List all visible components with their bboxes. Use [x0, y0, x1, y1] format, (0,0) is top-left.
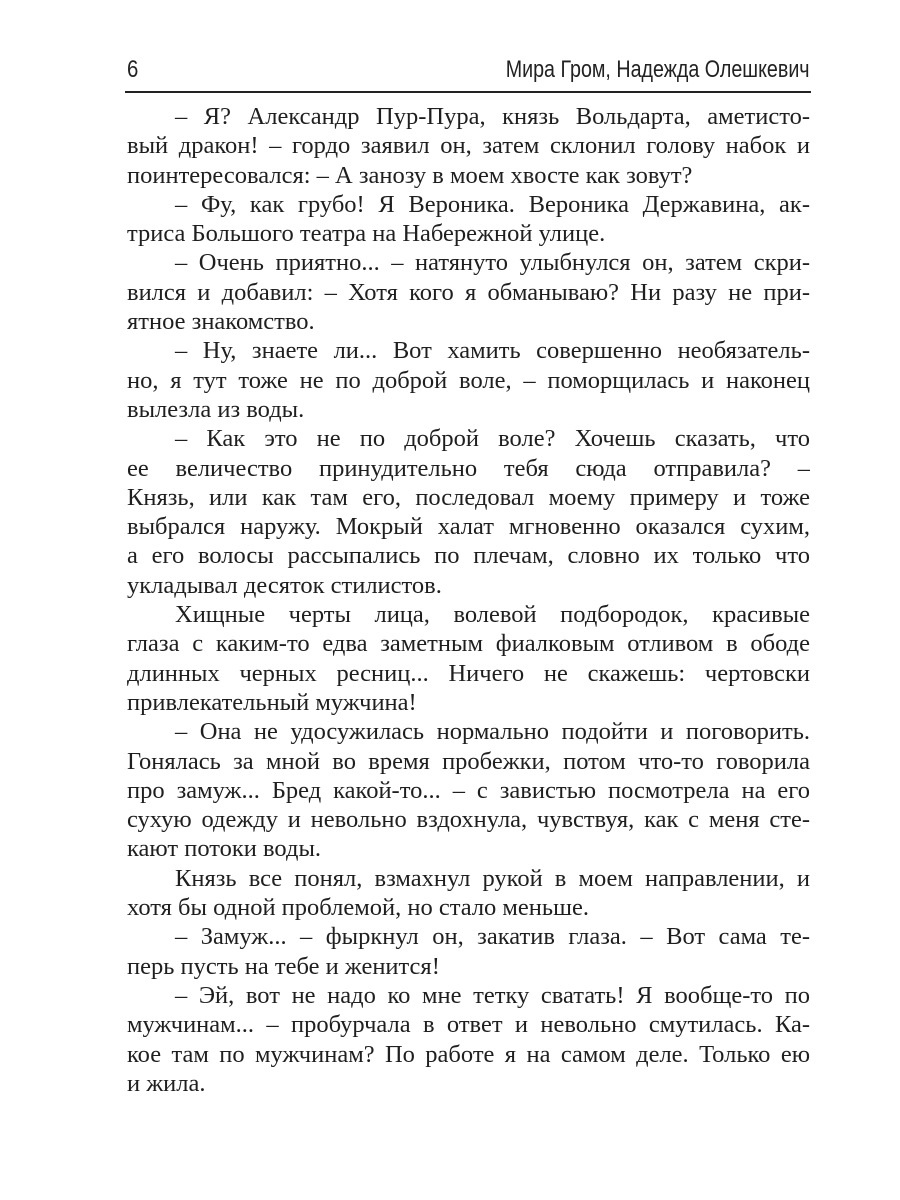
text-line: – Замуж... – фыркнул он, закатив глаза. – Вот сама те- [175, 923, 810, 951]
text-line: перь пусть на тебе и женится! [127, 952, 440, 980]
text-line: – Эй, вот не надо ко мне тетку сватать! Я вообще-то по [175, 981, 810, 1009]
text-line: – Очень приятно... – натянуто улыбнулся он, затем скри- [175, 249, 810, 277]
text-line: – Как это не по доброй воле? Хочешь сказать, что [175, 425, 810, 453]
text-line: хотя бы одной проблемой, но стало меньше. [127, 894, 589, 922]
header-rule [125, 91, 811, 93]
running-header [127, 56, 810, 86]
text-line: вился и добавил: – Хотя кого я обманываю? Ни разу не при- [127, 278, 810, 306]
text-line: Гонялась за мной во время пробежки, потом что-то говорила [127, 747, 810, 775]
text-line: – Она не удосужилась нормально подойти и поговорить. [175, 718, 810, 746]
text-line: Князь все понял, взмахнул рукой в моем направлении, и [175, 864, 810, 892]
text-line: про замуж... Бред какой-то... – с завистью посмотрела на его [127, 776, 810, 804]
text-line: кают потоки воды. [127, 835, 322, 863]
text-line: вылезла из воды. [127, 395, 305, 423]
text-line: сухую одежду и невольно вздохнула, чувствуя, как с меня сте- [127, 806, 810, 834]
text-line: укладывал десяток стилистов. [127, 571, 442, 599]
text-line: поинтересовался: – А занозу в моем хвосте как зовут? [127, 161, 693, 189]
text-line: вый дракон! – гордо заявил он, затем склонил голову набок и [127, 132, 810, 160]
text-line: длинных черных ресниц... Ничего не скажешь: чертовски [127, 659, 810, 687]
text-line: выбрался наружу. Мокрый халат мгновенно оказался сухим, [127, 513, 810, 541]
text-line: ятное знакомство. [127, 308, 315, 336]
text-line: ее величество принудительно тебя сюда отправила? – [127, 454, 810, 482]
text-line: – Фу, как грубо! Я Вероника. Вероника Державина, ак- [175, 190, 810, 218]
text-line: триса Большого театра на Набережной улице. [127, 220, 606, 248]
text-line: но, я тут тоже не по доброй воле, – поморщилась и наконец [127, 366, 810, 394]
text-line: Князь, или как там его, последовал моему примеру и тоже [127, 483, 810, 511]
text-line: и жила. [127, 1069, 206, 1097]
text-line: а его волосы рассыпались по плечам, словно их только что [127, 542, 810, 570]
page-number: 6 [127, 56, 139, 83]
author-names: Мира Гром, Надежда Олешкевич [506, 56, 810, 83]
text-line: – Я? Александр Пур-Пура, князь Вольдарта, аметисто- [175, 103, 810, 130]
text-line: кое там по мужчинам? По работе я на самом деле. Только ею [127, 1040, 810, 1068]
text-line: привлекательный мужчина! [127, 688, 417, 716]
text-line: глаза с каким-то едва заметным фиалковым отливом в ободе [127, 630, 810, 658]
text-line: Хищные черты лица, волевой подбородок, красивые [175, 601, 810, 629]
text-line: мужчинам... – пробурчала в ответ и невольно смутилась. Ка- [127, 1011, 810, 1039]
body-text [127, 102, 810, 1098]
text-line: – Ну, знаете ли... Вот хамить совершенно необязатель- [175, 337, 810, 365]
